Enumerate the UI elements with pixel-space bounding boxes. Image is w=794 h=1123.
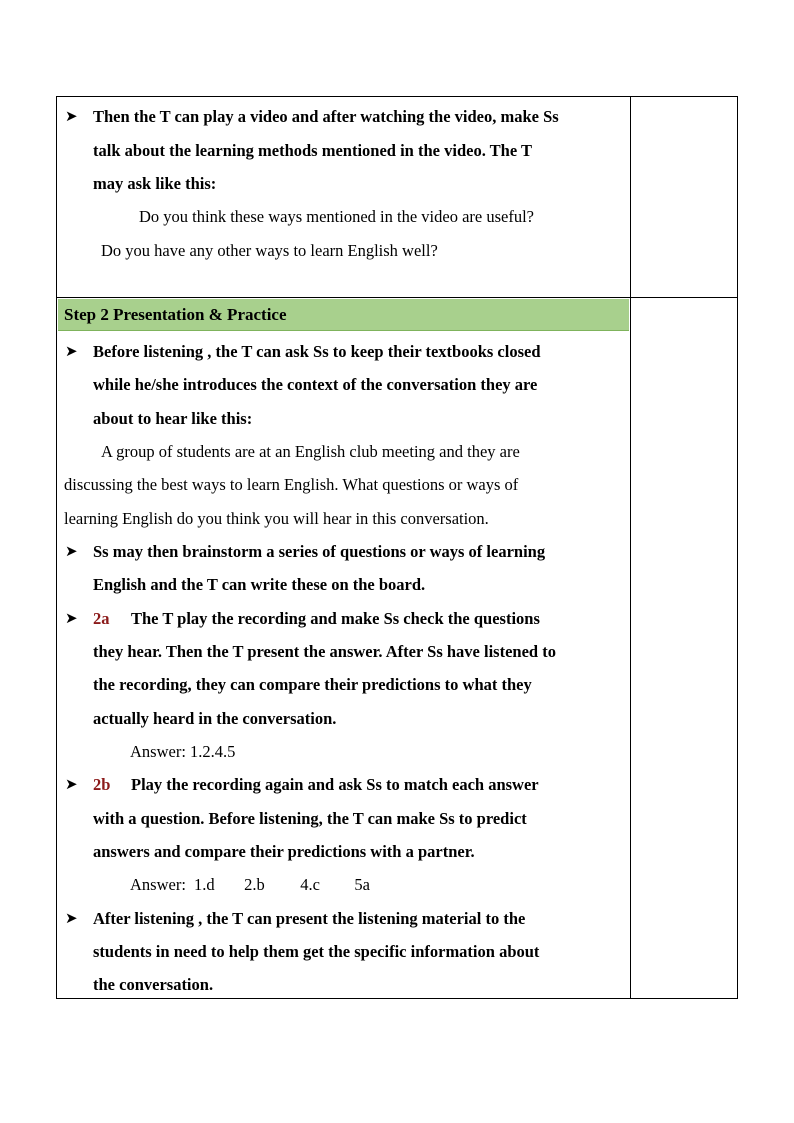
answer-item: 1.d: [194, 875, 215, 894]
row-divider: [57, 297, 737, 298]
arrow-bullet-icon: ➤: [65, 109, 78, 125]
answer-item: 2.b: [244, 875, 265, 894]
item-text-line: while he/she introduces the context of the conversation they are: [93, 375, 538, 394]
item-text-line: the conversation.: [93, 975, 214, 994]
item-text-line: with a question. Before listening, the T can make Ss to predict: [93, 809, 527, 828]
arrow-bullet-icon: ➤: [65, 611, 78, 627]
answer-item: 5a: [354, 875, 370, 894]
context-line: A group of students are at an English club meeting and they are: [101, 442, 520, 461]
item-text-line: Ss may then brainstorm a series of questions or ways of learning: [93, 542, 546, 561]
item-text-line: Play the recording again and ask Ss to match each answer: [131, 775, 539, 794]
item-text-line: After listening , the T can present the listening material to the: [93, 909, 526, 928]
example-question: Do you think these ways mentioned in the video are useful?: [139, 207, 534, 226]
lesson-plan-table: [56, 96, 738, 999]
item-text-line: Before listening , the T can ask Ss to keep their textbooks closed: [93, 342, 541, 361]
item-text-line: Then the T can play a video and after watching the video, make Ss: [93, 107, 559, 126]
task-label-2b: 2b: [93, 775, 111, 794]
answer-2b: [130, 875, 370, 895]
arrow-bullet-icon: ➤: [65, 911, 78, 927]
answer-2a: Answer: 1.2.4.5: [130, 742, 236, 761]
step-header: [58, 299, 629, 331]
item-text-line: talk about the learning methods mentioned in the video. The T: [93, 141, 532, 160]
item-text-line: The T play the recording and make Ss check the questions: [131, 609, 540, 628]
item-text-line: answers and compare their predictions with a partner.: [93, 842, 475, 861]
item-text-line: the recording, they can compare their predictions to what they: [93, 675, 532, 694]
column-divider: [630, 97, 631, 998]
item-text-line: students in need to help them get the specific information about: [93, 942, 540, 961]
task-label-2a: 2a: [93, 609, 110, 628]
item-text-line: they hear. Then the T present the answer. After Ss have listened to: [93, 642, 556, 661]
item-text-line: actually heard in the conversation.: [93, 709, 337, 728]
arrow-bullet-icon: ➤: [65, 344, 78, 360]
arrow-bullet-icon: ➤: [65, 544, 78, 560]
answer-label: Answer:: [130, 875, 186, 894]
context-line: discussing the best ways to learn English. What questions or ways of: [64, 475, 519, 494]
item-text-line: English and the T can write these on the board.: [93, 575, 426, 594]
item-text-line: about to hear like this:: [93, 409, 253, 428]
example-question: Do you have any other ways to learn English well?: [101, 241, 438, 260]
item-text-line: may ask like this:: [93, 174, 217, 193]
step-title: Step 2 Presentation & Practice: [64, 305, 287, 324]
answer-item: 4.c: [300, 875, 320, 894]
arrow-bullet-icon: ➤: [65, 777, 78, 793]
context-line: learning English do you think you will hear in this conversation.: [64, 509, 489, 528]
